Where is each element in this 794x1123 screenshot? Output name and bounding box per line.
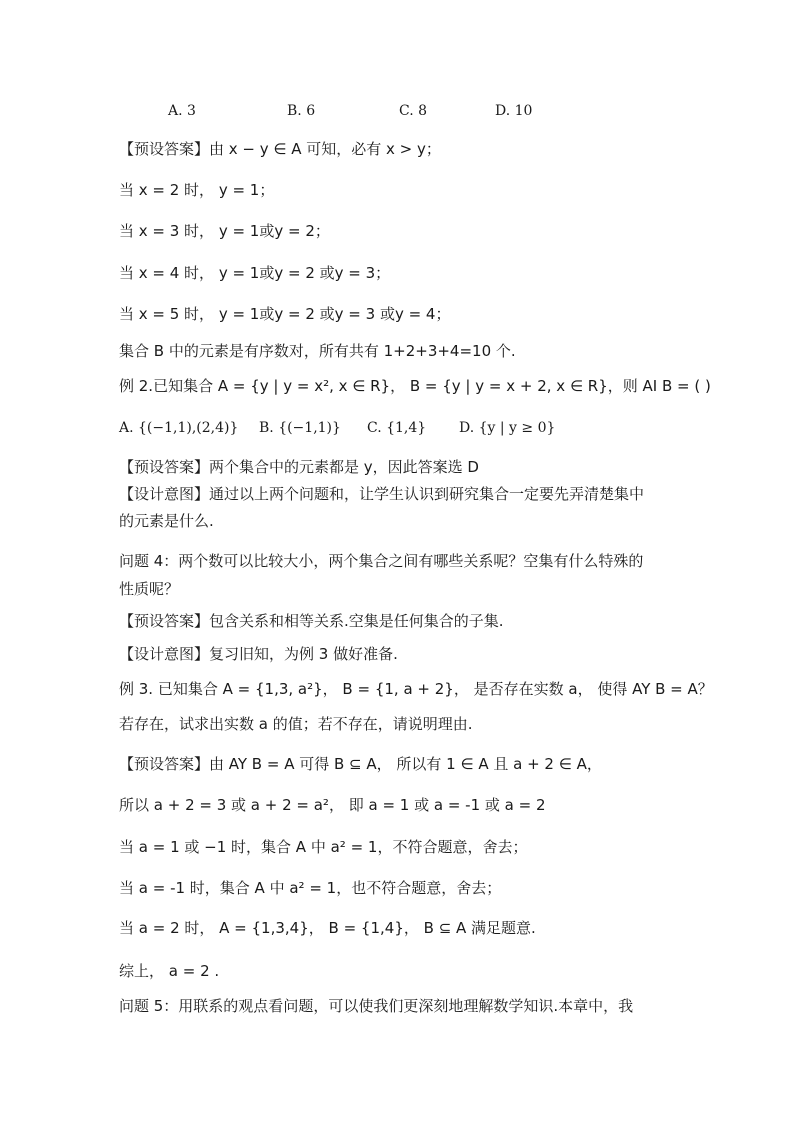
case-x5: 当 x = 5 时， y = 1或y = 2 或y = 3 或y = 4； [119,305,451,323]
set-b-conclusion: 集合 B 中的元素是有序数对，所有共有 1+2+3+4=10 个. [119,342,516,360]
case-x3: 当 x = 3 时， y = 1或y = 2； [119,222,330,240]
choice-c: C. 8 [399,103,428,119]
choice-b: B. 6 [287,103,316,119]
question-4: 问题 4：两个数可以比较大小，两个集合之间有哪些关系呢？空集有什么特殊的 [119,552,644,570]
case-a2: 当 a = 2 时， A = {1,3,4}， B = {1,4}， B ⊆ A 满足题意. [119,919,536,937]
example-2: 例 2.已知集合 A = {y | y = x², x ∈ R}， B = {y | y = x + 2, x ∈ R}，则 AI B = ( ) [119,377,711,395]
conclusion: 综上， a = 2 . [119,962,220,980]
question-5: 问题 5：用联系的观点看问题，可以使我们更深刻地理解数学知识.本章中，我 [119,997,634,1015]
example-3: 例 3. 已知集合 A = {1,3, a²}， B = {1, a + 2}， 是否存在实数 a， 使得 AY B = A？ [119,680,713,698]
design-intent-1-cont: 的元素是什么. [119,512,214,530]
choice-2a: A. {(−1,1),(2,4)} [119,420,239,436]
answer-2: 【预设答案】两个集合中的元素都是 y，因此答案选 D [119,458,479,476]
choice-d: D. 10 [495,103,533,119]
answer-3-step: 所以 a + 2 = 3 或 a + 2 = a²， 即 a = 1 或 a = -1 或 a = 2 [119,796,546,814]
case-x2: 当 x = 2 时， y = 1； [119,181,275,199]
design-intent-1: 【设计意图】通过以上两个问题和，让学生认识到研究集合一定要先弄清楚集中 [119,485,645,503]
answer-intro: 【预设答案】由 x − y ∈ A 可知，必有 x > y； [119,140,441,158]
answer-3: 【预设答案】由 AY B = A 可得 B ⊆ A， 所以有 1 ∈ A 且 a + 2 ∈ A， [119,755,602,773]
case-a-neg1: 当 a = -1 时，集合 A 中 a² = 1，也不符合题意，舍去； [119,879,502,897]
choice-2d: D. {y | y ≥ 0} [459,420,556,436]
example-3-cont: 若存在，试求出实数 a 的值；若不存在，请说明理由. [119,715,473,733]
choice-2b: B. {(−1,1)} [259,420,341,436]
choice-a: A. 3 [168,103,196,119]
design-intent-2: 【设计意图】复习旧知，为例 3 做好准备. [119,645,398,663]
case-x4: 当 x = 4 时， y = 1或y = 2 或y = 3； [119,264,391,282]
answer-4: 【预设答案】包含关系和相等关系.空集是任何集合的子集. [119,612,504,630]
choice-2c: C. {1,4} [367,420,427,436]
question-4-cont: 性质呢？ [119,580,180,598]
case-a1: 当 a = 1 或 −1 时，集合 A 中 a² = 1，不符合题意，舍去； [119,838,528,856]
